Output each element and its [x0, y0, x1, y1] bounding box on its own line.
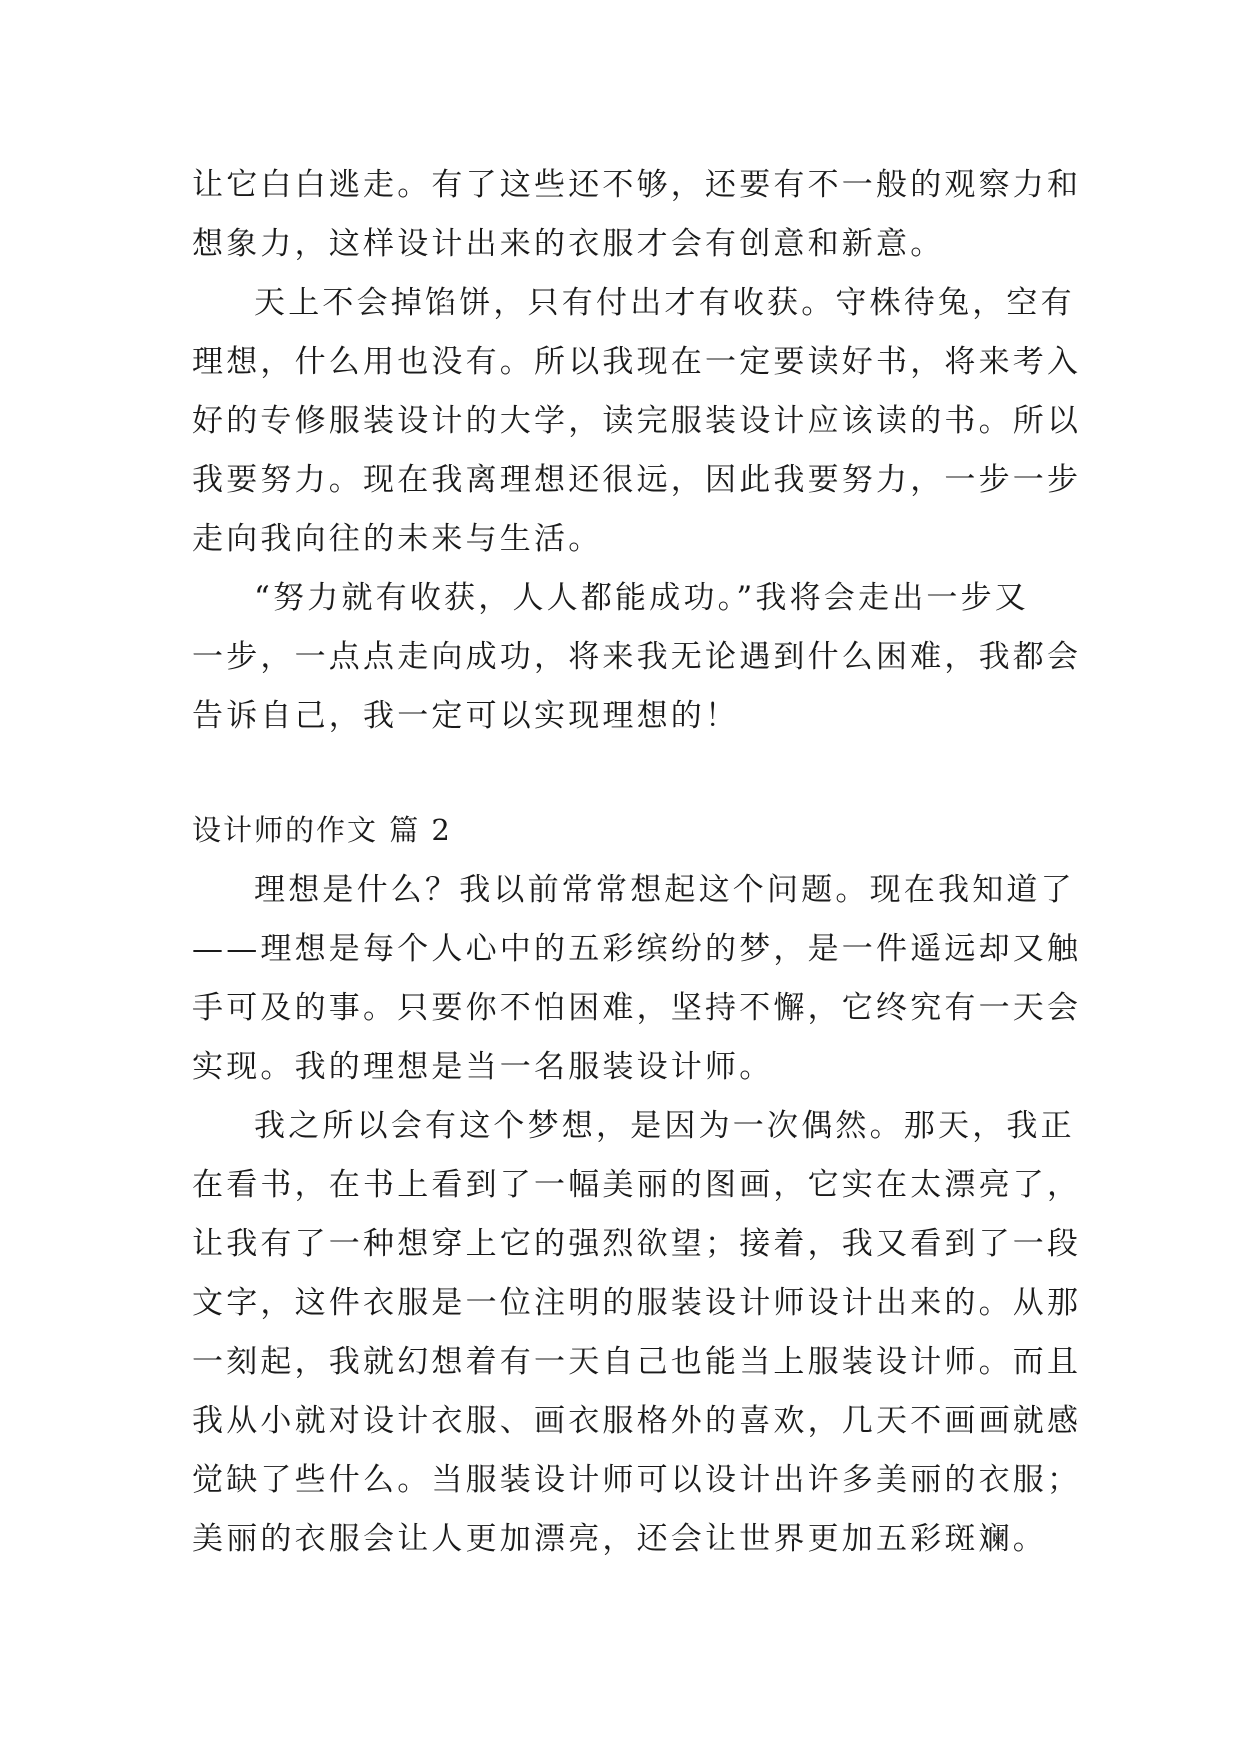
- text-line: 一刻起，我就幻想着有一天自己也能当上服装设计师。而且: [192, 1344, 1082, 1380]
- text-line: 走向我向往的未来与生活。: [192, 521, 603, 557]
- text-line: ——理想是每个人心中的五彩缤纷的梦，是一件遥远却又触: [192, 931, 1082, 967]
- text-line: 觉缺了些什么。当服装设计师可以设计出许多美丽的衣服；: [192, 1462, 1082, 1498]
- paragraph-first-line: 我之所以会有这个梦想，是因为一次偶然。那天，我正: [254, 1108, 1075, 1144]
- text-line: 一步，一点点走向成功，将来我无论遇到什么困难，我都会: [192, 639, 1082, 675]
- text-line: 文字，这件衣服是一位注明的服装设计师设计出来的。从那: [192, 1285, 1082, 1321]
- text-line: 我从小就对设计衣服、画衣服格外的喜欢，几天不画画就感: [192, 1403, 1082, 1439]
- text-line: 手可及的事。只要你不怕困难，坚持不懈，它终究有一天会: [192, 990, 1082, 1026]
- text-line: 实现。我的理想是当一名服装设计师。: [192, 1049, 774, 1085]
- text-line: 在看书，在书上看到了一幅美丽的图画，它实在太漂亮了，: [192, 1167, 1082, 1203]
- paragraph-first-line: 理想是什么？我以前常常想起这个问题。现在我知道了: [254, 872, 1075, 908]
- text-line: 理想，什么用也没有。所以我现在一定要读好书，将来考入: [192, 344, 1082, 380]
- text-line: 好的专修服装设计的大学，读完服装设计应该读的书。所以: [192, 403, 1082, 439]
- text-line: 让我有了一种想穿上它的强烈欲望；接着，我又看到了一段: [192, 1226, 1082, 1262]
- section-heading: 设计师的作文 篇 2: [192, 813, 452, 847]
- text-line: 我要努力。现在我离理想还很远，因此我要努力，一步一步: [192, 462, 1082, 498]
- text-line: 美丽的衣服会让人更加漂亮，还会让世界更加五彩斑斓。: [192, 1521, 1047, 1557]
- text-line: 让它白白逃走。有了这些还不够，还要有不一般的观察力和: [192, 167, 1082, 203]
- paragraph-first-line: “努力就有收获，人人都能成功。”我将会走出一步又: [254, 580, 1029, 616]
- paragraph-first-line: 天上不会掉馅饼，只有付出才有收获。守株待兔，空有: [254, 285, 1075, 321]
- text-line: 告诉自己，我一定可以实现理想的！: [192, 698, 740, 734]
- text-line: 想象力，这样设计出来的衣服才会有创意和新意。: [192, 226, 945, 262]
